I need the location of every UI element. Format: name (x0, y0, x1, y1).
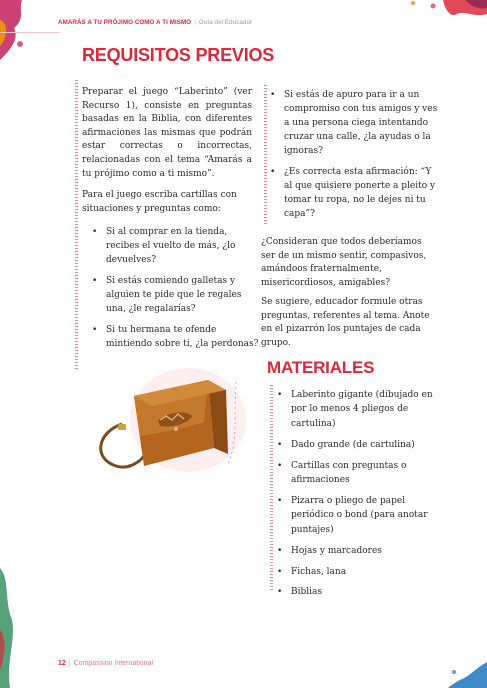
list-item: • Pizarra o pliego de papel periódico o bond (para anotar puntajes) (277, 494, 437, 537)
header-rule (0, 32, 60, 33)
paint-splash-top-right (405, 0, 487, 24)
list-item: • Biblias (277, 585, 437, 599)
list-item: • Si tu hermana te ofende mintiendo sobre ti, ¿la perdonas? (92, 323, 260, 351)
list-item: • Si estás de apuro para ir a un compromiso con tus amigos y ves a una persona ciega intentando cruzar una calle, ¿la ayudas o la ignoras? (270, 88, 440, 158)
section-title-requisitos: REQUISITOS PREVIOS (82, 45, 275, 65)
question-list-1 (92, 225, 260, 358)
decorative-hatch-materiales (270, 385, 273, 590)
list-item: • Si al comprar en la tienda, recibes el vuelto de más, ¿lo devuelves? (92, 225, 260, 267)
header-subtitle: Guía del Educador (198, 19, 253, 26)
requisitos-paragraph-1: Preparar el juego “Laberinto” (ver Recurso 1), consiste en preguntas basadas en la Biblia, con diferentes afirmaciones las mismas que podrán estar correctas o incorrectas, relacionadas con el tema “Amarás a tu prójimo como a ti mismo”. (82, 87, 252, 179)
requisitos-paragraph-2: Para el juego escriba cartillas con situaciones y preguntas como: (82, 190, 237, 214)
materials-list (277, 388, 437, 606)
paint-splash-left-edge (0, 560, 20, 688)
list-item: • Hojas y marcadores (277, 544, 437, 558)
page-footer (58, 660, 153, 667)
header-title: AMARÁS A TU PRÓJIMO COMO A TI MISMO (58, 19, 192, 26)
running-header (58, 19, 252, 26)
requisitos-paragraph-4: Se sugiere, educador formule otras preguntas, referentes al tema. Anote en el pizarrón los puntajes de cada grupo. (261, 297, 430, 348)
paint-splash-bottom-right (442, 658, 487, 688)
list-item: • Fichas, lana (277, 565, 437, 579)
question-list-2 (270, 88, 440, 228)
section-title-materiales: MATERIALES (267, 358, 375, 377)
requisitos-paragraph-3: ¿Consideran que todos deberíamos ser de un mismo sentir, compasivos, amándoos fraternalmente, misericordiosos, amigables? (261, 237, 427, 288)
shoulder-bag-icon (88, 362, 248, 482)
list-item: • Laberinto gigante (dibujado en por lo menos 4 pliegos de cartulina) (277, 388, 437, 431)
list-item: • Si estás comiendo galletas y alguien te pide que le regales una, ¿le regalarías? (92, 274, 260, 316)
list-item: • Cartillas con preguntas o afirmaciones (277, 459, 437, 488)
footer-separator: | (68, 660, 71, 667)
header-separator: | (194, 19, 196, 26)
decorative-hatch-right (264, 85, 267, 225)
list-item: • ¿Es correcta esta afirmación: “Y al que quisiere ponerte a pleito y tomar tu ropa, no le dejes ni tu capa”? (270, 165, 440, 221)
list-item: • Dado grande (de cartulina) (277, 438, 437, 452)
paint-splash-top-left (0, 0, 28, 70)
footer-organization: Compassion International (73, 660, 154, 667)
decorative-hatch-left (75, 80, 78, 370)
page-number: 12 (58, 660, 66, 667)
